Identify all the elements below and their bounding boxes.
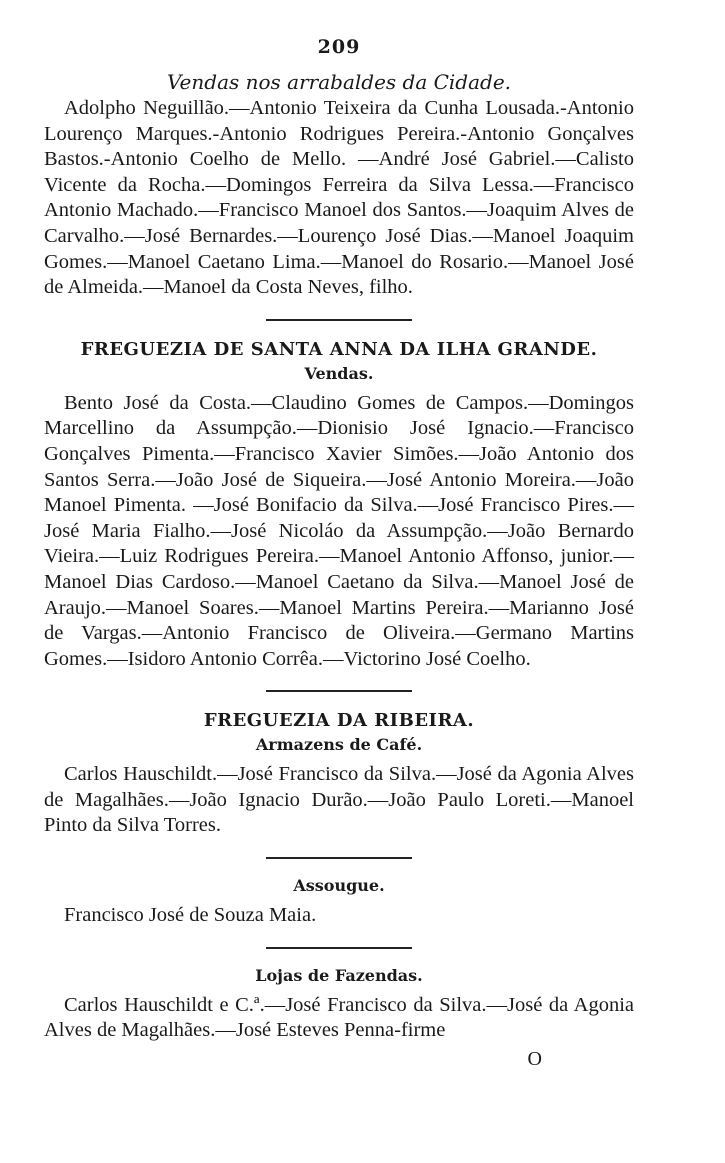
subsection-title-armazens: Armazens de Café. <box>255 735 423 755</box>
paragraph-armazens: Carlos Hauschildt.—José Francisco da Silva.—José da Agonia Alves de Magalhães.—João Ignacio Durão.—João Paulo Loreti.—Manoel Pinto da Silva Torres. <box>44 763 634 837</box>
paragraph-santa-anna: Bento José da Costa.—Claudino Gomes de Campos.—Domingos Marcellino da Assumpção.—Dionisio José Ignacio.—Francisco Gonçalves Pimenta.—Francisco Xavier Simões.—João Antonio dos Santos Serra.—João José de Siqueira.—José Antonio Moreira.—João Manoel Pimenta. —José Bonifacio da Silva.—José Francisco Pires.—José Maria Fialho.—José Nicoláo da Assumpção.—João Bernardo Vieira.—Luiz Rodrigues Pereira.—Manoel Antonio Affonso, junior.—Manoel Dias Cardoso.—Manoel Caetano da Silva.—Manoel José de Araujo.—Manoel Soares.—Manoel Martins Pereira.—Marianno José de Vargas.—Antonio Francisco de Oliveira.—Germano Martins Gomes.—Isidoro Antonio Corrêa.—Victorino José Coelho. <box>44 391 634 670</box>
subsection-title-assougue: Assougue. <box>293 876 385 896</box>
section-title-arrabaldes: Vendas nos arrabaldes da Cidade. <box>166 70 512 94</box>
section-divider <box>266 690 412 692</box>
subsection-title-vendas: Vendas. <box>304 363 374 383</box>
section-divider <box>266 857 412 859</box>
section-title-santa-anna: FREGUEZIA DE SANTA ANNA DA ILHA GRANDE. <box>80 338 598 360</box>
document-page <box>44 36 634 1071</box>
paragraph-arrabaldes: Adolpho Neguillão.—Antonio Teixeira da Cunha Lousada.-Antonio Lourenço Marques.-Antonio Rodrigues Pereira.-Antonio Gonçalves Bastos.-Antonio Coelho de Mello. —André José Gabriel.—Calisto Vicente da Rocha.—Domingos Ferreira da Silva Lessa.—Francisco Antonio Machado.—Francisco Manoel dos Santos.—Joaquim Alves de Carvalho.—José Bernardes.—Lourenço José Dias.—Manoel Joaquim Gomes.—Manoel Caetano Lima.—Manoel do Rosario.—Manoel José de Almeida.—Manoel da Costa Neves, filho. <box>44 97 634 299</box>
section-title-ribeira: FREGUEZIA DA RIBEIRA. <box>203 710 475 732</box>
page-number: 209 <box>317 36 361 58</box>
section-divider <box>266 319 412 321</box>
paragraph-assougue: Francisco José de Souza Maia. <box>64 904 317 927</box>
subsection-title-lojas: Lojas de Fazendas. <box>255 965 423 985</box>
catchword: O <box>527 1047 542 1070</box>
section-divider <box>266 947 412 949</box>
paragraph-lojas: Carlos Hauschildt e C.ª.—José Francisco da Silva.—José da Agonia Alves de Magalhães.—José Esteves Penna-firme <box>44 993 634 1042</box>
